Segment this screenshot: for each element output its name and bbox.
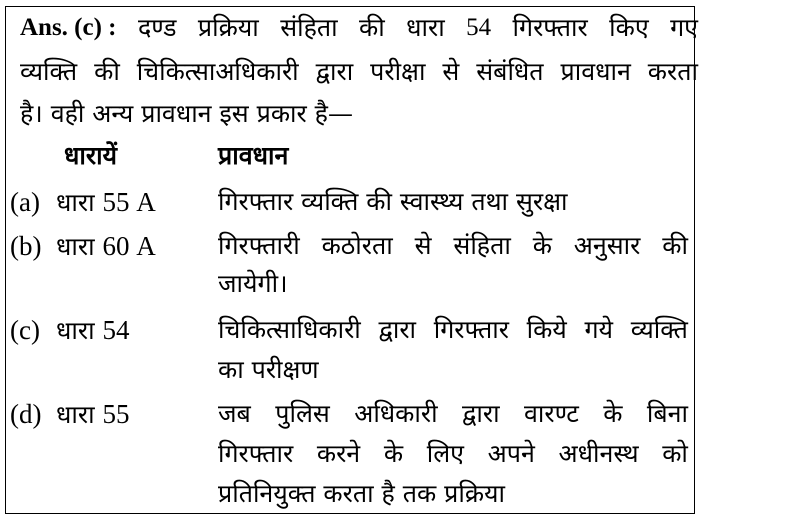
provision-word: को [662,439,688,468]
provision-word: अधिकारी [354,399,438,428]
intro-word: किए [609,13,649,42]
intro-word: प्रक्रिया [197,13,259,42]
section-number: 55 [102,399,130,429]
intro-line-3: है। वही अन्य प्रावधान इस प्रकार है— [20,99,353,128]
intro-word: से [442,57,460,86]
section-word: धारा [56,316,95,345]
header-sections: धारायें [64,141,118,170]
provision-word: अधीनस्थ [558,439,639,468]
section-word: धारा [56,232,95,261]
provision-word: जब [218,399,251,428]
row-label: (d) [10,399,42,429]
provision-word: पुलिस [275,399,330,428]
row-label: (a) [10,187,40,217]
intro-word: संहिता [280,13,338,42]
provision-word: की [662,231,688,260]
row-label: (c) [10,315,40,345]
provision-word: गिरफ्तार [218,439,294,468]
provision-word: व्यक्ति [630,315,688,344]
intro-word: गए [670,13,698,42]
intro-word: प्रावधान [560,57,631,86]
row-label: (b) [10,231,42,261]
row-section [56,187,156,218]
intro-word: धारा [406,13,445,42]
row-section [56,399,130,430]
row-provision-line [218,315,688,345]
provision-word: गये [584,315,614,344]
row-provision-line: गिरफ्तार व्यक्ति की स्वास्थ्य तथा सुरक्षा [218,187,568,216]
intro-line-2 [20,57,698,87]
section-number: 60 A [102,231,156,261]
intro-word: दण्ड [137,13,177,42]
intro-word: 54 [466,14,492,41]
provision-word: द्वारा [462,399,500,428]
row-provision-line [218,399,688,429]
row-provision-line: का परीक्षण [218,355,319,384]
provision-word: के [383,439,404,468]
section-number: 54 [102,315,130,345]
provision-word: कठोरता [321,231,393,260]
provision-word: लिए [426,439,464,468]
row-provision-line: प्रतिनियुक्त करता है तक प्रक्रिया [218,479,505,508]
row-section [56,315,130,346]
provision-word: के [603,399,623,428]
provision-word: बिना [646,399,688,428]
intro-word: संबंधित [476,57,544,86]
provision-word: चिकित्साधिकारी [218,315,361,344]
provision-word: के [532,231,552,260]
intro-word: द्वारा [315,57,354,86]
provision-word: से [414,231,432,260]
intro-word: गिरफ्तार [512,13,588,42]
provision-word: अपने [487,439,535,468]
intro-word: परीक्षा [370,57,426,86]
intro-word: करता [647,57,698,86]
provision-word: संहिता [453,231,511,260]
row-section [56,231,156,262]
intro-line-1 [20,13,698,43]
header-provisions: प्रावधान [218,141,289,170]
provision-word: वारण्ट [524,399,579,428]
answer-label: Ans. (c) : [20,14,117,41]
intro-word: व्यक्ति [20,57,78,86]
intro-word: की [359,13,385,42]
provision-word: अनुसार [573,231,641,260]
section-number: 55 A [102,187,156,217]
intro-word: की [94,57,120,86]
section-word: धारा [56,188,95,217]
provision-word: किये [526,315,567,344]
row-provision-line: जायेगी। [218,269,288,298]
row-provision-line [218,439,688,469]
provision-word: गिरफ्तार [433,315,509,344]
provision-word: करने [316,439,361,468]
provision-word: गिरफ्तारी [218,231,300,260]
answer-box [5,6,698,514]
intro-word: चिकित्साअधिकारी [136,57,299,86]
section-word: धारा [56,400,95,429]
provision-word: द्वारा [378,315,417,344]
row-provision-line [218,231,688,261]
